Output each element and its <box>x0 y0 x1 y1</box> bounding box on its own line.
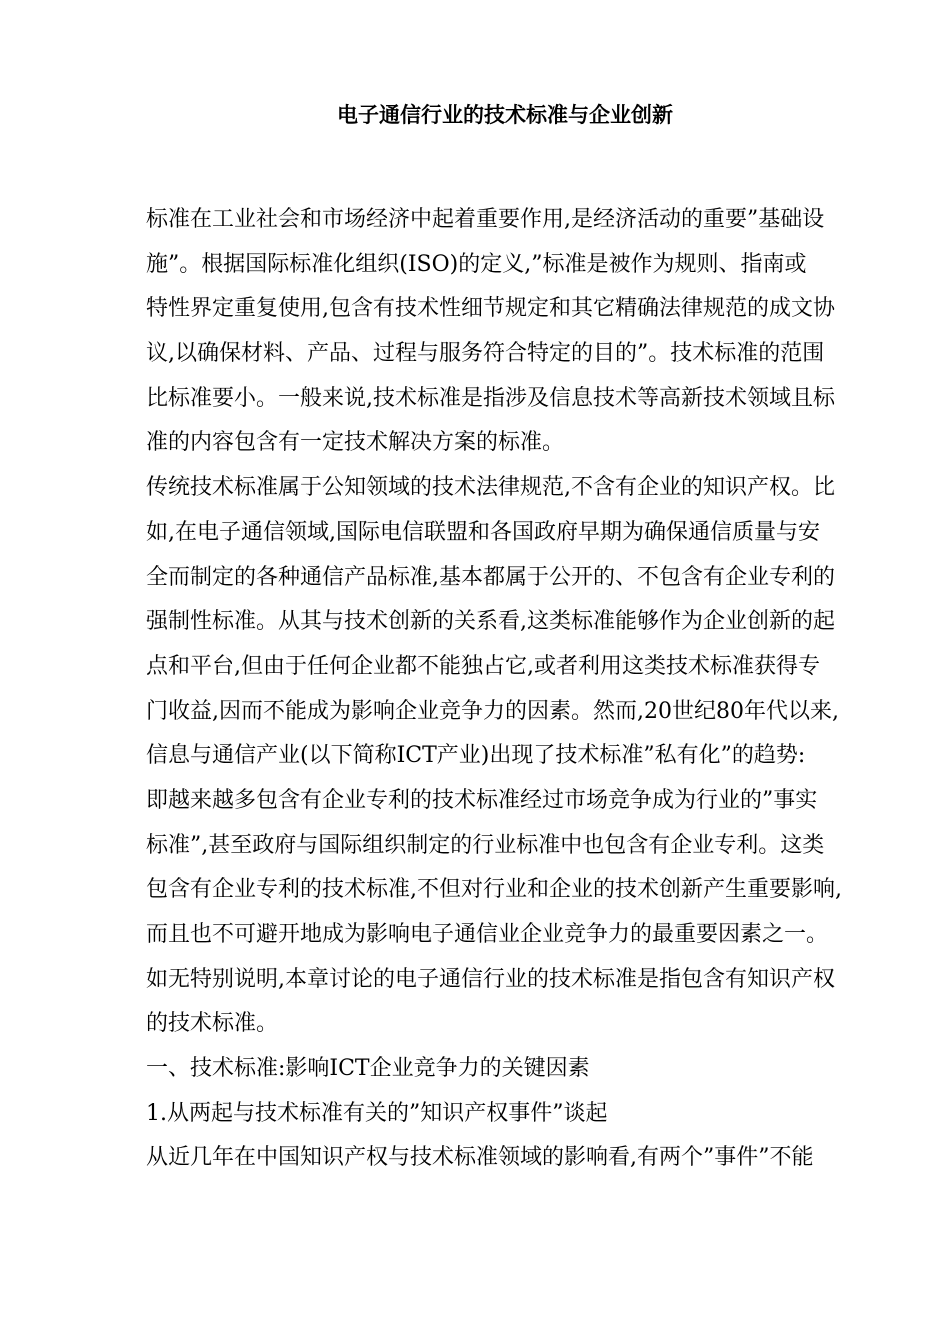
text-line: 包含有企业专利的技术标准,不但对行业和企业的技术创新产生重要影响, <box>146 877 842 903</box>
text-line: 施”。根据国际标准化组织(ISO)的定义,”标准是被作为规则、指南或 <box>146 251 807 277</box>
subsection-heading: 1.从两起与技术标准有关的”知识产权事件”谈起 <box>146 1100 608 1126</box>
text-line: 如无特别说明,本章讨论的电子通信行业的技术标准是指包含有知识产权 <box>146 966 835 992</box>
text-line: 特性界定重复使用,包含有技术性细节规定和其它精确法律规范的成文协 <box>146 296 835 322</box>
text-line: 而且也不可避开地成为影响电子通信业企业竞争力的最重要因素之一。 <box>146 922 829 947</box>
text-line: 信息与通信产业(以下简称ICT产业)出现了技术标准”私有化”的趋势: <box>146 743 806 769</box>
text-line: 点和平台,但由于任何企业都不能独占它,或者利用这类技术标准获得专 <box>146 653 820 679</box>
text-line: 议,以确保材料、产品、过程与服务符合特定的目的”。技术标准的范围 <box>146 341 825 367</box>
text-line: 标准在工业社会和市场经济中起着重要作用,是经济活动的重要”基础设 <box>146 207 825 232</box>
text-line: 如,在电子通信领域,国际电信联盟和各国政府早期为确保通信质量与安 <box>146 519 820 545</box>
text-line: 门收益,因而不能成为影响企业竞争力的因素。然而,20世纪80年代以来, <box>146 698 839 724</box>
text-line: 全而制定的各种通信产品标准,基本都属于公开的、不包含有企业专利的 <box>146 564 835 590</box>
section-heading: 一、技术标准:影响ICT企业竞争力的关键因素 <box>146 1056 590 1082</box>
text-line: 的技术标准。 <box>146 1011 279 1037</box>
text-line: 标准”,甚至政府与国际组织制定的行业标准中也包含有企业专利。这类 <box>146 832 825 858</box>
text-line: 从近几年在中国知识产权与技术标准领域的影响看,有两个”事件”不能 <box>146 1145 814 1171</box>
document-body <box>146 198 886 1181</box>
text-line: 传统技术标准属于公知领域的技术法律规范,不含有企业的知识产权。比 <box>146 475 835 501</box>
text-line: 即越来越多包含有企业专利的技术标准经过市场竞争成为行业的”事实 <box>146 787 818 813</box>
document-title: 电子通信行业的技术标准与企业创新 <box>337 103 673 127</box>
text-line: 准的内容包含有一定技术解决方案的标准。 <box>146 430 565 456</box>
text-line: 比标准要小。一般来说,技术标准是指涉及信息技术等高新技术领域且标 <box>146 385 835 411</box>
text-line: 强制性标准。从其与技术创新的关系看,这类标准能够作为企业创新的起 <box>146 609 835 635</box>
